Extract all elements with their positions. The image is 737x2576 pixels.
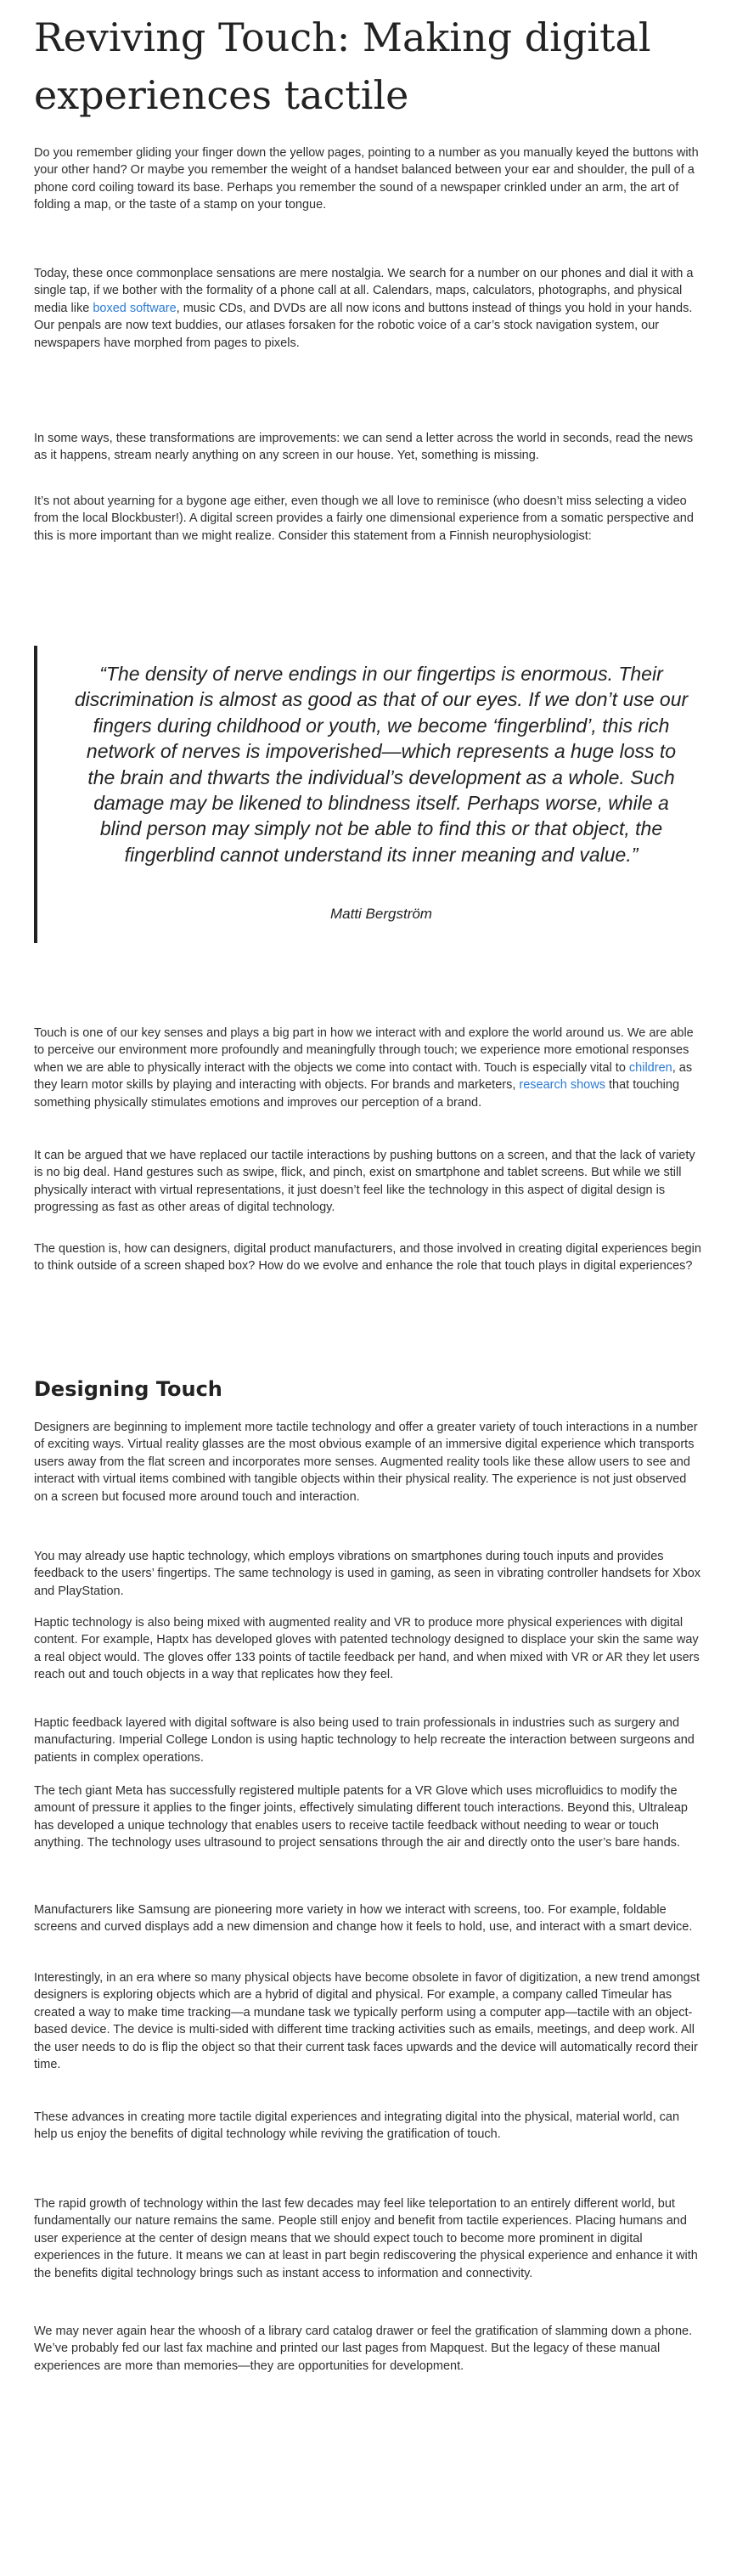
paragraph-haptic-training: Haptic feedback layered with digital software is also being used to train professionals in industries such as surgery and manufacturing. Imperial College London is using haptic technology to help recreate the interaction between surgeons and patients in complex operations. (34, 1716, 695, 1765)
paragraph-meta: The tech giant Meta has successfully registered multiple patents for a VR Glove which uses microfluidics to modify the amount of pressure it applies to the finger joints, effectively simulating different touch interactions. Beyond this, Ultraleap has developed a unique technology that enables users to receive tactile feedback without needing to wear or touch anything. The technology uses ultrasound to project sensations through the air and directly onto the user’s bare hands. (34, 1784, 688, 1850)
paragraph-question: The question is, how can designers, digital product manufacturers, and those involved in creating digital experiences begin to think outside of a screen shaped box? How do we evolve and enhance the role that touch plays in digital experiences? (34, 1242, 701, 1274)
blockquote (34, 646, 703, 943)
paragraph-text: Touch is one of our key senses and plays a big part in how we interact with and explore the world around us. We are able to perceive our environment more profoundly and meaningfully through touch; we experience more emotional responses when we are able to physically interact with the objects we come into contact with. Touch is especially vital to (34, 1026, 694, 1075)
paragraph-buttons: It can be argued that we have replaced our tactile interactions by pushing buttons on a screen, and that the lack of variety is no big deal. Hand gestures such as swipe, flick, and pinch, exist on smartphone and tablet screens. But while we still physically interact with virtual representations, it just doesn’t feel like the technology in this aspect of digital design is progressing as fast as other areas of digital technology. (34, 1149, 695, 1215)
paragraph-touch-senses (34, 1025, 703, 1111)
paragraph-haptic-ar: Haptic technology is also being mixed with augmented reality and VR to produce more physical experiences with digital content. For example, Haptx has developed gloves with patented technology designed to displace your skin the same way a real object would. The gloves offer 133 points of tactile feedback per hand, and when mixed with VR or AR they let users reach out and touch objects in a way that replicates how they feel. (34, 1616, 700, 1682)
paragraph-advances: These advances in creating more tactile digital experiences and integrating digital into the physical, material world, can help us enjoy the benefits of digital technology while reviving the gratification of touch. (34, 2110, 680, 2142)
paragraph-text: Today, these once commonplace sensations are mere nostalgia. We search for a number on our phones and dial it with a single tap, if we bother with the formality of a phone call at all. Calendars, maps, calculators, photographs, and physical media like (34, 267, 694, 315)
paragraph-text: that touching something physically stimulates emotions and improves our perception of a brand. (34, 1078, 680, 1110)
intro-paragraph: Do you remember gliding your finger down the yellow pages, pointing to a number as you manually keyed the buttons with your other hand? Or maybe you remember the weight of a handset balanced between your ear and shoulder, the pull of a phone cord coiling toward its base. Perhaps you remember the sound of a newspaper crinkled under an arm, the art of folding a map, or the taste of a stamp on your tongue. (34, 146, 699, 212)
paragraph-closing: We may never again hear the whoosh of a library card catalog drawer or feel the gratification of slamming down a phone. We’ve probably fed our last fax machine and printed our last pages from Mapquest. But the legacy of these manual experiences are more than memories—they are opportunities for development. (34, 2325, 693, 2373)
section-heading-designing-touch: Designing Touch (34, 1377, 222, 1401)
paragraph-samsung: Manufacturers like Samsung are pioneering more variety in how we interact with screens, too. For example, foldable screens and curved displays add a new dimension and change how it feels to hold, use, and interact with a smart device. (34, 1903, 693, 1935)
paragraph-bygone: It’s not about yearning for a bygone age either, even though we all love to reminisce (who doesn’t miss selecting a video from the local Blockbuster!). A digital screen provides a fairly one dimensional experience from a somatic perspective and this is more important than we might realize. Consider this statement from a Finnish neurophysiologist: (34, 494, 694, 543)
link-children[interactable]: children (628, 1060, 672, 1075)
link-boxed-software[interactable]: boxed software (93, 301, 177, 315)
paragraph-today (34, 265, 703, 352)
paragraph-transformations: In some ways, these transformations are improvements: we can send a letter across the world in seconds, read the news as it happens, stream nearly anything on any screen in our house. Yet, something is missing. (34, 432, 694, 463)
paragraph-text: , as they learn motor skills by playing and interacting with objects. For brands and marketers, (34, 1060, 693, 1093)
paragraph-text: , music CDs, and DVDs are all now icons and buttons instead of things you hold in your hands. Our penpals are now text buddies, our atlases forsaken for the robotic voice of a car’s stock navigation system, our newspapers have morphed from pages to pixels. (34, 301, 693, 350)
paragraph-haptic: You may already use haptic technology, which employs vibrations on smartphones during touch inputs and provides feedback to the users’ fingertips. The same technology is used in gaming, as seen in vibrating controller handsets for Xbox and PlayStation. (34, 1550, 701, 1598)
quote-author: Matti Bergström (330, 906, 432, 922)
quote-bar (34, 646, 37, 943)
quote-text: “The density of nerve endings in our fingertips is enormous. Their discrimination is almost as good as that of our eyes. If we don’t use our fingers during childhood or youth, we become ‘fingerblind’, this rich network of nerves is impoverished—which represents a huge loss to the brain and thwarts the individual’s development as a whole. Such damage may be likened to blindness itself. Perhaps worse, while a blind person may simply not be able to find this or that object, the fingerblind cannot understand its inner meaning and value.” (74, 663, 689, 866)
link-research-shows[interactable]: research shows (519, 1078, 605, 1093)
article-title: Reviving Touch: Making digital experiences tactile (34, 14, 651, 118)
paragraph-rapid-growth: The rapid growth of technology within the last few decades may feel like teleportation to an entirely different world, but fundamentally our nature remains the same. People still enjoy and benefit from tactile experiences. Placing humans and user experience at the center of design means that we should expect touch to become more prominent in digital experiences in the future. It means we can at least in part begin rediscovering the physical experience and enhance it with the benefits digital technology brings such as instant access to information and connectivity. (34, 2197, 698, 2280)
paragraph-timeular: Interestingly, in an era where so many physical objects have become obsolete in favor of digitization, a new trend amongst designers is exploring objects which are a hybrid of digital and physical. For example, a company called Timeular has created a way to make time tracking—a mundane task we typically perform using a computer app—tactile with an object-based device. The device is multi-sided with different time tracking activities such as emails, meetings, and deep work. All the user needs to do is flip the object so that their current task faces upwards and the device will automatically record their time. (34, 1971, 700, 2072)
paragraph-designers: Designers are beginning to implement more tactile technology and offer a greater variety of touch interactions in a number of exciting ways. Virtual reality glasses are the most obvious example of an immersive digital experience which transports users away from the flat screen and incorporates more senses. Augmented reality tools like these allow users to see and interact with virtual items combined with tangible objects within their physical reality. The experience is not just observed on a screen but focused more around touch and interaction. (34, 1421, 698, 1504)
